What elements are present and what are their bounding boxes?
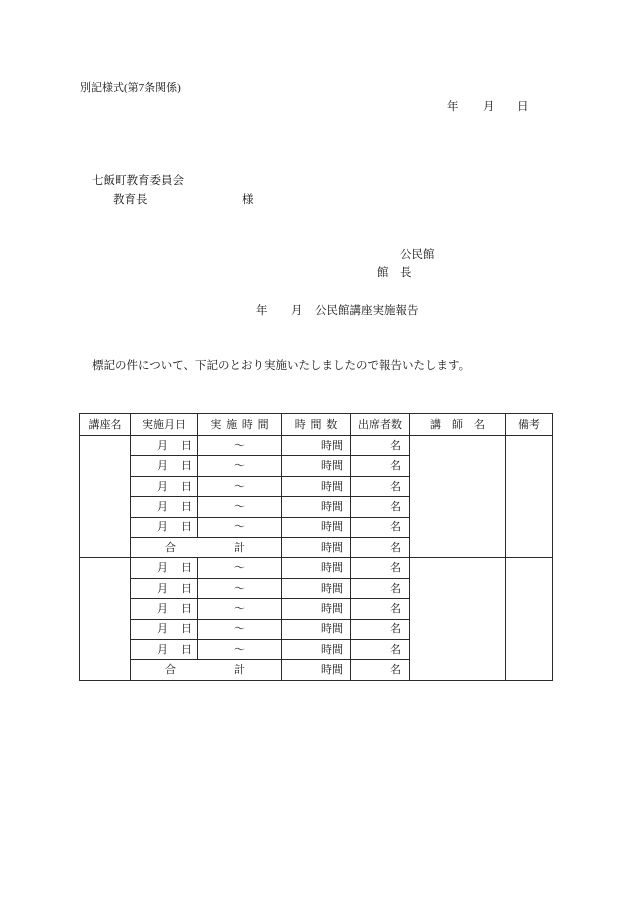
- day-label: 日: [181, 439, 192, 452]
- month-label: 月: [157, 480, 168, 493]
- date-cell: [131, 640, 198, 660]
- time-cell: ～: [198, 476, 282, 496]
- addressee-title: 教育長: [113, 194, 148, 206]
- attendees-cell: 名: [351, 476, 410, 496]
- instructor-name-cell: [410, 436, 506, 558]
- remarks-cell: [506, 436, 553, 558]
- day-label: 日: [181, 643, 192, 656]
- date-cell: [131, 619, 198, 639]
- attendees-cell: 名: [351, 640, 410, 660]
- date-cell: [131, 497, 198, 517]
- day-label: 日: [181, 500, 192, 513]
- day-label: 日: [181, 562, 192, 575]
- date-cell: [131, 476, 198, 496]
- date-cell: [131, 599, 198, 619]
- time-cell: ～: [198, 456, 282, 476]
- date-day-label: 日: [517, 101, 529, 113]
- instructor-name-cell: [410, 558, 506, 680]
- hours-cell: 時間: [282, 619, 351, 639]
- day-label: 日: [181, 623, 192, 636]
- total-label-right: 計: [234, 664, 245, 677]
- attendees-cell: 名: [351, 436, 410, 456]
- day-label: 日: [181, 521, 192, 534]
- table-header-row: [80, 414, 553, 436]
- date-month-label: 月: [483, 101, 495, 113]
- total-label-left: 合: [165, 541, 176, 554]
- subject-year-label: 年: [256, 305, 268, 317]
- hours-cell: 時間: [282, 517, 351, 537]
- time-cell: ～: [198, 640, 282, 660]
- time-cell: ～: [198, 578, 282, 598]
- course-name-cell: [80, 558, 131, 680]
- total-attendees-cell: 名: [351, 660, 410, 680]
- total-label-cell: [131, 660, 282, 680]
- month-label: 月: [157, 602, 168, 615]
- day-label: 日: [181, 602, 192, 615]
- date-year-label: 年: [447, 101, 459, 113]
- total-label-cell: [131, 538, 282, 558]
- total-hours-cell: 時間: [282, 660, 351, 680]
- date-cell: [131, 578, 198, 598]
- month-label: 月: [157, 521, 168, 534]
- header-instructor-name: 講 師 名: [410, 414, 506, 436]
- date-cell: [131, 558, 198, 578]
- month-label: 月: [157, 582, 168, 595]
- date-cell: [131, 436, 198, 456]
- hours-cell: 時間: [282, 436, 351, 456]
- total-label-right: 計: [234, 541, 245, 554]
- header-time: 実 施 時 間: [198, 414, 282, 436]
- attendees-cell: 名: [351, 578, 410, 598]
- header-date: 実施月日: [131, 414, 198, 436]
- date-cell: [131, 456, 198, 476]
- subject-title: 公民館講座実施報告: [315, 305, 419, 317]
- hours-cell: 時間: [282, 456, 351, 476]
- month-label: 月: [157, 500, 168, 513]
- addressee-organization: 七飯町教育委員会: [92, 175, 184, 187]
- header-course-name: 講座名: [80, 414, 131, 436]
- table-row: [80, 558, 553, 578]
- date-cell: [131, 517, 198, 537]
- attendees-cell: 名: [351, 619, 410, 639]
- time-cell: ～: [198, 599, 282, 619]
- time-cell: ～: [198, 497, 282, 517]
- sender-facility: 公民館: [400, 249, 435, 261]
- total-hours-cell: 時間: [282, 538, 351, 558]
- sender-title: 館 長: [377, 267, 412, 279]
- hours-cell: 時間: [282, 640, 351, 660]
- time-cell: ～: [198, 436, 282, 456]
- time-cell: ～: [198, 517, 282, 537]
- attendees-cell: 名: [351, 517, 410, 537]
- day-label: 日: [181, 480, 192, 493]
- header-remarks: 備考: [506, 414, 553, 436]
- attendees-cell: 名: [351, 599, 410, 619]
- month-label: 月: [157, 623, 168, 636]
- time-cell: ～: [198, 558, 282, 578]
- total-attendees-cell: 名: [351, 538, 410, 558]
- hours-cell: 時間: [282, 558, 351, 578]
- month-label: 月: [157, 562, 168, 575]
- time-cell: ～: [198, 619, 282, 639]
- remarks-cell: [506, 558, 553, 680]
- hours-cell: 時間: [282, 497, 351, 517]
- header-hours: 時 間 数: [282, 414, 351, 436]
- table-row: [80, 436, 553, 456]
- attendees-cell: 名: [351, 456, 410, 476]
- report-table: [79, 413, 553, 681]
- header-attendees: 出席者数: [351, 414, 410, 436]
- month-label: 月: [157, 460, 168, 473]
- attendees-cell: 名: [351, 558, 410, 578]
- day-label: 日: [181, 460, 192, 473]
- hours-cell: 時間: [282, 578, 351, 598]
- hours-cell: 時間: [282, 476, 351, 496]
- month-label: 月: [157, 439, 168, 452]
- hours-cell: 時間: [282, 599, 351, 619]
- body-text: 標記の件について、下記のとおり実施いたしましたので報告いたします。: [92, 360, 471, 372]
- attendees-cell: 名: [351, 497, 410, 517]
- form-label: 別記様式(第7条関係): [80, 82, 181, 94]
- subject-month-label: 月: [291, 305, 303, 317]
- course-name-cell: [80, 436, 131, 558]
- addressee-honorific: 様: [242, 194, 254, 206]
- total-label-left: 合: [165, 664, 176, 677]
- day-label: 日: [181, 582, 192, 595]
- month-label: 月: [157, 643, 168, 656]
